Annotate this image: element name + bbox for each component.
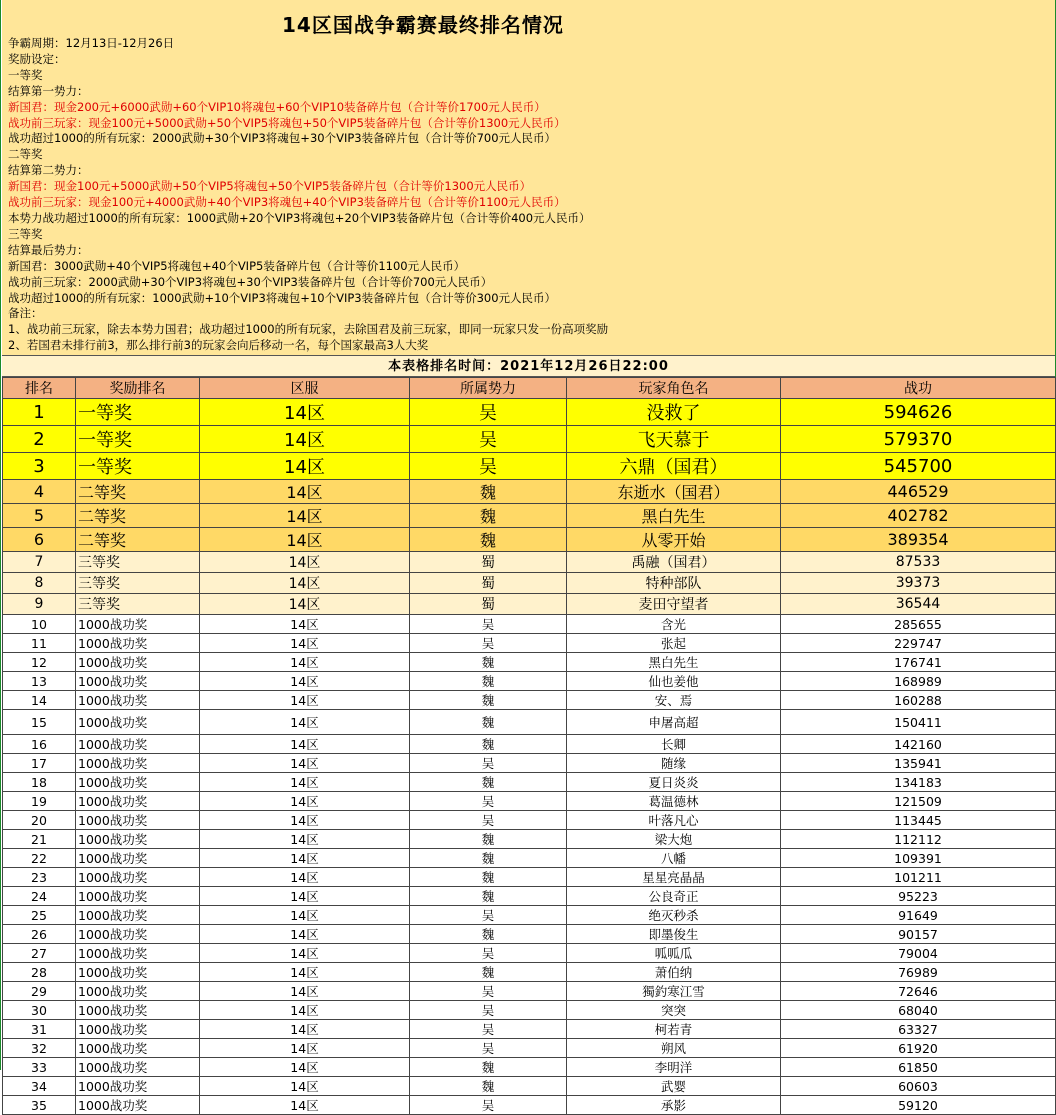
award-cell: 1000战功奖 [76, 754, 200, 773]
player-header: 玩家角色名 [567, 378, 781, 399]
rank-cell: 33 [3, 1058, 76, 1077]
rank-cell: 8 [3, 573, 76, 594]
rank-cell: 6 [3, 528, 76, 552]
note-line: 结算第一势力： [8, 83, 89, 98]
merit-cell: 63327 [781, 1020, 1056, 1039]
player-name-cell: 含光 [567, 615, 781, 634]
note-line: 战功前三玩家：现金100元+5000武勋+50个VIP5将魂包+50个VIP5装备碎片包（合计等价1300元人民币） [8, 115, 566, 130]
faction-cell: 魏 [410, 735, 567, 754]
server-cell: 14区 [200, 399, 410, 426]
player-name-cell: 特种部队 [567, 573, 781, 594]
player-name-cell: 长卿 [567, 735, 781, 754]
table-row [3, 573, 1056, 594]
player-name-cell: 申屠高超 [567, 710, 781, 735]
faction-cell: 吴 [410, 426, 567, 453]
award-cell: 1000战功奖 [76, 1096, 200, 1115]
player-name-cell: 武婴 [567, 1077, 781, 1096]
award-cell: 1000战功奖 [76, 710, 200, 735]
faction-cell: 魏 [410, 653, 567, 672]
faction-cell: 魏 [410, 528, 567, 552]
table-header-row [3, 378, 1056, 399]
faction-cell: 蜀 [410, 552, 567, 573]
rank-cell: 19 [3, 792, 76, 811]
award-cell: 三等奖 [76, 594, 200, 615]
server-cell: 14区 [200, 925, 410, 944]
rank-cell: 20 [3, 811, 76, 830]
faction-cell: 吴 [410, 811, 567, 830]
faction-cell: 魏 [410, 691, 567, 710]
rank-cell: 7 [3, 552, 76, 573]
faction-cell: 魏 [410, 672, 567, 691]
rank-cell: 30 [3, 1001, 76, 1020]
rank-cell: 12 [3, 653, 76, 672]
merit-cell: 91649 [781, 906, 1056, 925]
rank-cell: 15 [3, 710, 76, 735]
merit-cell: 545700 [781, 453, 1056, 480]
merit-cell: 229747 [781, 634, 1056, 653]
server-cell: 14区 [200, 453, 410, 480]
server-cell: 14区 [200, 710, 410, 735]
rank-cell: 29 [3, 982, 76, 1001]
faction-cell: 魏 [410, 830, 567, 849]
merit-cell: 101211 [781, 868, 1056, 887]
rank-cell: 17 [3, 754, 76, 773]
faction-cell: 蜀 [410, 573, 567, 594]
rank-cell: 24 [3, 887, 76, 906]
rank-cell: 32 [3, 1039, 76, 1058]
rank-cell: 2 [3, 426, 76, 453]
rank-time-banner: 本表格排名时间：2021年12月26日22:00 [2, 356, 1055, 377]
merit-cell: 150411 [781, 710, 1056, 735]
server-cell: 14区 [200, 906, 410, 925]
award-cell: 1000战功奖 [76, 792, 200, 811]
player-name-cell: 梁大炮 [567, 830, 781, 849]
merit-cell: 579370 [781, 426, 1056, 453]
faction-cell: 吴 [410, 1001, 567, 1020]
server-cell: 14区 [200, 868, 410, 887]
note-line: 战功前三玩家：2000武勋+30个VIP3将魂包+30个VIP3装备碎片包（合计等价700元人民币） [8, 274, 493, 289]
server-cell: 14区 [200, 480, 410, 504]
note-line: 2、若国君未排行前3，那么排行前3的玩家会向后移动一名，每个国家最高3人大奖 [8, 338, 429, 353]
note-line: 本势力战功超过1000的所有玩家：1000武勋+20个VIP3将魂包+20个VIP3装备碎片包（合计等价400元人民币） [8, 210, 591, 225]
merit-cell: 95223 [781, 887, 1056, 906]
player-name-cell: 萧伯纳 [567, 963, 781, 982]
table-row [3, 906, 1056, 925]
merit-cell: 109391 [781, 849, 1056, 868]
merit-cell: 134183 [781, 773, 1056, 792]
server-cell: 14区 [200, 691, 410, 710]
player-name-cell: 黑白先生 [567, 504, 781, 528]
server-cell: 14区 [200, 811, 410, 830]
player-name-cell: 六鼎（国君） [567, 453, 781, 480]
faction-cell: 吴 [410, 906, 567, 925]
table-row [3, 594, 1056, 615]
faction-header: 所属势力 [410, 378, 567, 399]
server-cell: 14区 [200, 735, 410, 754]
award-cell: 1000战功奖 [76, 672, 200, 691]
notes-block [2, 0, 1055, 356]
player-name-cell: 绝灭秒杀 [567, 906, 781, 925]
table-row [3, 1039, 1056, 1058]
rank-cell: 4 [3, 480, 76, 504]
faction-cell: 吴 [410, 634, 567, 653]
table-row [3, 691, 1056, 710]
merit-cell: 72646 [781, 982, 1056, 1001]
merit-cell: 594626 [781, 399, 1056, 426]
server-cell: 14区 [200, 830, 410, 849]
award-cell: 1000战功奖 [76, 1077, 200, 1096]
server-cell: 14区 [200, 849, 410, 868]
faction-cell: 魏 [410, 710, 567, 735]
award-cell: 1000战功奖 [76, 868, 200, 887]
server-cell: 14区 [200, 634, 410, 653]
note-line: 备注： [8, 306, 43, 321]
table-row [3, 735, 1056, 754]
player-name-cell: 呱呱瓜 [567, 944, 781, 963]
table-row [3, 552, 1056, 573]
ranking-table [2, 377, 1056, 1115]
player-name-cell: 公良奇正 [567, 887, 781, 906]
award-cell: 1000战功奖 [76, 653, 200, 672]
merit-cell: 121509 [781, 792, 1056, 811]
table-row [3, 710, 1056, 735]
player-name-cell: 随缘 [567, 754, 781, 773]
merit-cell: 168989 [781, 672, 1056, 691]
rank-cell: 3 [3, 453, 76, 480]
table-row [3, 653, 1056, 672]
award-cell: 1000战功奖 [76, 1058, 200, 1077]
faction-cell: 魏 [410, 849, 567, 868]
table-row [3, 672, 1056, 691]
table-row [3, 1077, 1056, 1096]
table-body [3, 399, 1056, 1115]
merit-cell: 402782 [781, 504, 1056, 528]
note-line: 战功超过1000的所有玩家：2000武勋+30个VIP3将魂包+30个VIP3装备碎片包（合计等价700元人民币） [8, 131, 557, 146]
server-cell: 14区 [200, 504, 410, 528]
rank-cell: 26 [3, 925, 76, 944]
server-cell: 14区 [200, 1020, 410, 1039]
server-cell: 14区 [200, 594, 410, 615]
player-name-cell: 禹融（国君） [567, 552, 781, 573]
player-name-cell: 突突 [567, 1001, 781, 1020]
award-cell: 1000战功奖 [76, 634, 200, 653]
faction-cell: 魏 [410, 1058, 567, 1077]
player-name-cell: 即墨俊生 [567, 925, 781, 944]
merit-cell: 60603 [781, 1077, 1056, 1096]
award-cell: 二等奖 [76, 504, 200, 528]
merit-header: 战功 [781, 378, 1056, 399]
merit-cell: 36544 [781, 594, 1056, 615]
award-cell: 1000战功奖 [76, 1001, 200, 1020]
table-row [3, 426, 1056, 453]
server-cell: 14区 [200, 528, 410, 552]
note-line: 二等奖 [8, 147, 43, 162]
table-row [3, 982, 1056, 1001]
award-cell: 1000战功奖 [76, 773, 200, 792]
faction-cell: 魏 [410, 868, 567, 887]
award-cell: 1000战功奖 [76, 906, 200, 925]
server-cell: 14区 [200, 1077, 410, 1096]
rank-cell: 18 [3, 773, 76, 792]
table-row [3, 480, 1056, 504]
faction-cell: 吴 [410, 1096, 567, 1115]
rank-cell: 22 [3, 849, 76, 868]
table-row [3, 925, 1056, 944]
player-name-cell: 安、焉 [567, 691, 781, 710]
player-name-cell: 从零开始 [567, 528, 781, 552]
server-cell: 14区 [200, 615, 410, 634]
award-cell: 三等奖 [76, 552, 200, 573]
faction-cell: 吴 [410, 944, 567, 963]
merit-cell: 446529 [781, 480, 1056, 504]
server-header: 区服 [200, 378, 410, 399]
server-cell: 14区 [200, 573, 410, 594]
merit-cell: 112112 [781, 830, 1056, 849]
table-row [3, 399, 1056, 426]
merit-cell: 59120 [781, 1096, 1056, 1115]
note-line: 三等奖 [8, 226, 43, 241]
player-name-cell: 东逝水（国君） [567, 480, 781, 504]
note-line: 奖励设定： [8, 51, 66, 66]
player-name-cell: 麦田守望者 [567, 594, 781, 615]
player-name-cell: 星星亮晶晶 [567, 868, 781, 887]
rank-cell: 21 [3, 830, 76, 849]
table-row [3, 615, 1056, 634]
award-cell: 1000战功奖 [76, 887, 200, 906]
server-cell: 14区 [200, 754, 410, 773]
merit-cell: 176741 [781, 653, 1056, 672]
award-cell: 二等奖 [76, 480, 200, 504]
award-cell: 1000战功奖 [76, 691, 200, 710]
rank-cell: 14 [3, 691, 76, 710]
rank-cell: 1 [3, 399, 76, 426]
award-cell: 二等奖 [76, 528, 200, 552]
award-cell: 1000战功奖 [76, 1020, 200, 1039]
server-cell: 14区 [200, 1096, 410, 1115]
server-cell: 14区 [200, 982, 410, 1001]
award-cell: 1000战功奖 [76, 849, 200, 868]
faction-cell: 魏 [410, 773, 567, 792]
award-cell: 三等奖 [76, 573, 200, 594]
note-line: 新国君：现金200元+6000武勋+60个VIP10将魂包+60个VIP10装备碎片包（合计等价1700元人民币） [8, 99, 546, 114]
server-cell: 14区 [200, 773, 410, 792]
award-cell: 1000战功奖 [76, 944, 200, 963]
table-row [3, 849, 1056, 868]
note-line: 战功前三玩家：现金100元+4000武勋+40个VIP3将魂包+40个VIP3装备碎片包（合计等价1100元人民币） [8, 195, 566, 210]
rank-cell: 25 [3, 906, 76, 925]
note-line: 1、战功前三玩家，除去本势力国君；战功超过1000的所有玩家，去除国君及前三玩家，即同一玩家只发一份高项奖励 [8, 322, 609, 337]
page-title: 14区国战争霸赛最终排名情况 [282, 13, 564, 37]
award-cell: 1000战功奖 [76, 811, 200, 830]
merit-cell: 142160 [781, 735, 1056, 754]
table-row [3, 1096, 1056, 1115]
server-cell: 14区 [200, 792, 410, 811]
player-name-cell: 承影 [567, 1096, 781, 1115]
note-line: 争霸周期：12月13日-12月26日 [8, 36, 175, 50]
rank-cell: 34 [3, 1077, 76, 1096]
award-cell: 1000战功奖 [76, 963, 200, 982]
faction-cell: 吴 [410, 982, 567, 1001]
player-name-cell: 夏日炎炎 [567, 773, 781, 792]
faction-cell: 魏 [410, 963, 567, 982]
server-cell: 14区 [200, 653, 410, 672]
table-row [3, 528, 1056, 552]
note-line: 一等奖 [8, 67, 43, 82]
server-cell: 14区 [200, 1001, 410, 1020]
table-row [3, 887, 1056, 906]
faction-cell: 吴 [410, 1039, 567, 1058]
note-line: 新国君：3000武勋+40个VIP5将魂包+40个VIP5装备碎片包（合计等价1100元人民币） [8, 258, 466, 273]
faction-cell: 魏 [410, 1077, 567, 1096]
merit-cell: 39373 [781, 573, 1056, 594]
award-cell: 一等奖 [76, 426, 200, 453]
merit-cell: 90157 [781, 925, 1056, 944]
merit-cell: 160288 [781, 691, 1056, 710]
player-name-cell: 没救了 [567, 399, 781, 426]
faction-cell: 吴 [410, 453, 567, 480]
faction-cell: 魏 [410, 925, 567, 944]
reward-notes [8, 36, 608, 354]
award-header: 奖励排名 [76, 378, 200, 399]
server-cell: 14区 [200, 552, 410, 573]
table-row [3, 1020, 1056, 1039]
award-cell: 1000战功奖 [76, 1039, 200, 1058]
award-cell: 一等奖 [76, 453, 200, 480]
merit-cell: 61850 [781, 1058, 1056, 1077]
award-cell: 一等奖 [76, 399, 200, 426]
server-cell: 14区 [200, 963, 410, 982]
note-line: 结算最后势力： [8, 242, 89, 257]
table-row [3, 811, 1056, 830]
rank-cell: 28 [3, 963, 76, 982]
rank-cell: 16 [3, 735, 76, 754]
table-row [3, 634, 1056, 653]
table-row [3, 754, 1056, 773]
player-name-cell: 叶落凡心 [567, 811, 781, 830]
player-name-cell: 葛温德林 [567, 792, 781, 811]
award-cell: 1000战功奖 [76, 735, 200, 754]
note-line: 战功超过1000的所有玩家：1000武勋+10个VIP3将魂包+10个VIP3装备碎片包（合计等价300元人民币） [8, 290, 557, 305]
faction-cell: 吴 [410, 754, 567, 773]
server-cell: 14区 [200, 944, 410, 963]
player-name-cell: 獨釣寒江雪 [567, 982, 781, 1001]
server-cell: 14区 [200, 1039, 410, 1058]
rank-cell: 35 [3, 1096, 76, 1115]
player-name-cell: 柯若青 [567, 1020, 781, 1039]
player-name-cell: 飞天慕于 [567, 426, 781, 453]
faction-cell: 吴 [410, 399, 567, 426]
server-cell: 14区 [200, 887, 410, 906]
rank-cell: 23 [3, 868, 76, 887]
faction-cell: 吴 [410, 792, 567, 811]
table-row [3, 1058, 1056, 1077]
award-cell: 1000战功奖 [76, 925, 200, 944]
server-cell: 14区 [200, 426, 410, 453]
server-cell: 14区 [200, 672, 410, 691]
faction-cell: 魏 [410, 887, 567, 906]
table-row [3, 944, 1056, 963]
merit-cell: 68040 [781, 1001, 1056, 1020]
rank-cell: 11 [3, 634, 76, 653]
merit-cell: 76989 [781, 963, 1056, 982]
table-row [3, 792, 1056, 811]
merit-cell: 87533 [781, 552, 1056, 573]
rank-cell: 31 [3, 1020, 76, 1039]
player-name-cell: 八幡 [567, 849, 781, 868]
faction-cell: 吴 [410, 1020, 567, 1039]
faction-cell: 魏 [410, 480, 567, 504]
faction-cell: 吴 [410, 615, 567, 634]
rank-cell: 27 [3, 944, 76, 963]
merit-cell: 285655 [781, 615, 1056, 634]
table-row [3, 830, 1056, 849]
player-name-cell: 仙也姜他 [567, 672, 781, 691]
rank-cell: 10 [3, 615, 76, 634]
merit-cell: 113445 [781, 811, 1056, 830]
rank-header: 排名 [3, 378, 76, 399]
rank-cell: 5 [3, 504, 76, 528]
merit-cell: 79004 [781, 944, 1056, 963]
table-row [3, 773, 1056, 792]
faction-cell: 蜀 [410, 594, 567, 615]
player-name-cell: 张起 [567, 634, 781, 653]
rank-cell: 9 [3, 594, 76, 615]
player-name-cell: 黑白先生 [567, 653, 781, 672]
merit-cell: 61920 [781, 1039, 1056, 1058]
note-line: 新国君：现金100元+5000武勋+50个VIP5将魂包+50个VIP5装备碎片包（合计等价1300元人民币） [8, 179, 532, 194]
note-line: 结算第二势力： [8, 163, 89, 178]
merit-cell: 389354 [781, 528, 1056, 552]
player-name-cell: 朔风 [567, 1039, 781, 1058]
player-name-cell: 李明洋 [567, 1058, 781, 1077]
table-row [3, 504, 1056, 528]
award-cell: 1000战功奖 [76, 982, 200, 1001]
table-row [3, 963, 1056, 982]
rank-cell: 13 [3, 672, 76, 691]
faction-cell: 魏 [410, 504, 567, 528]
award-cell: 1000战功奖 [76, 830, 200, 849]
table-row [3, 868, 1056, 887]
merit-cell: 135941 [781, 754, 1056, 773]
award-cell: 1000战功奖 [76, 615, 200, 634]
table-row [3, 1001, 1056, 1020]
table-row [3, 453, 1056, 480]
server-cell: 14区 [200, 1058, 410, 1077]
